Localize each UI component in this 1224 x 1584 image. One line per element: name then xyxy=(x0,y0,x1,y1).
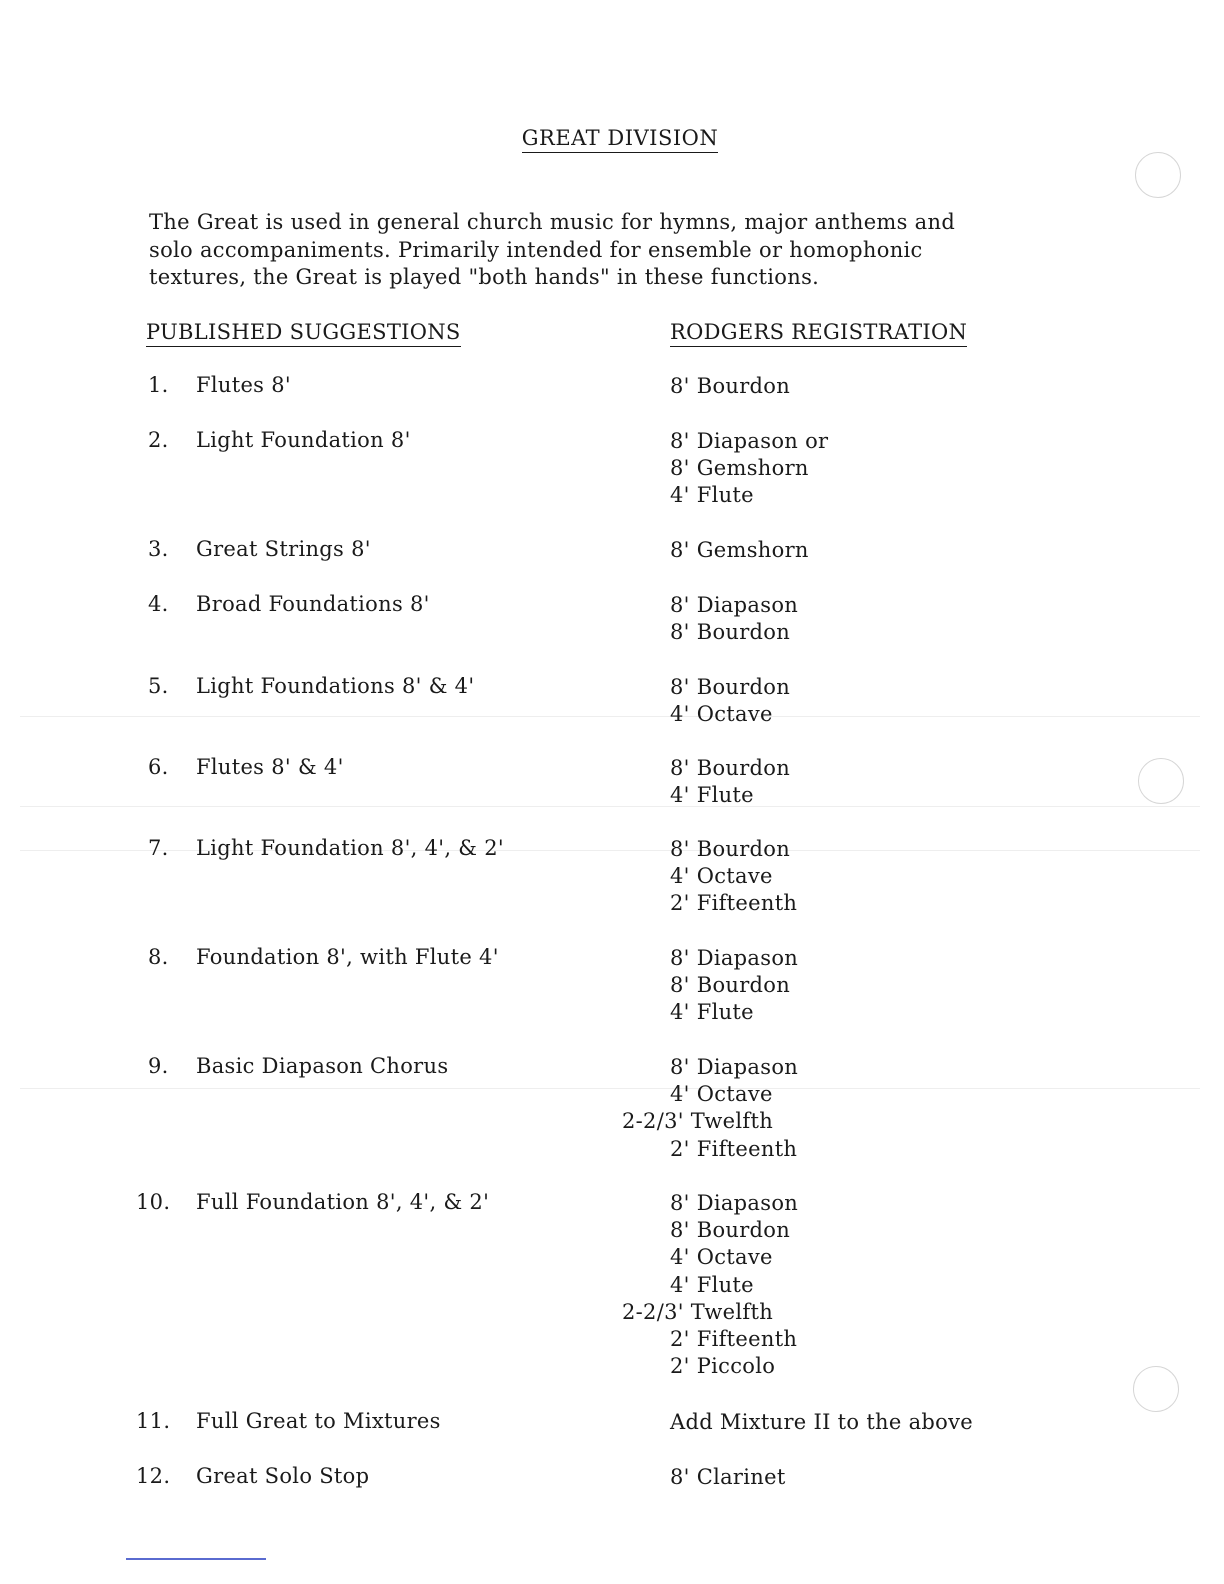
suggestion-text: Light Foundation 8', 4', & 2' xyxy=(196,836,504,860)
item-number: 10. xyxy=(136,1190,171,1214)
suggestion-text: Basic Diapason Chorus xyxy=(196,1054,449,1078)
registration-line: 8' Gemshorn xyxy=(670,538,809,562)
intro-paragraph xyxy=(149,209,979,292)
registration-line: 4' Flute xyxy=(670,1000,754,1025)
registration-line: 8' Bourdon xyxy=(670,620,791,645)
registration-stops xyxy=(670,836,797,918)
binder-hole-middle xyxy=(1138,758,1184,804)
registration-line: 4' Flute xyxy=(670,1272,754,1297)
registration-line: 8' Diapason or xyxy=(670,429,829,453)
registration-stops xyxy=(670,674,790,728)
item-number: 12. xyxy=(136,1464,171,1488)
suggestion-text: Flutes 8' xyxy=(196,373,291,397)
registration-stops xyxy=(670,945,798,1027)
registration-line: 2' Fifteenth xyxy=(670,891,798,916)
page-title: GREAT DIVISION xyxy=(0,126,1224,150)
item-number: 2. xyxy=(148,428,169,452)
intro-line: solo accompaniments. Primarily intended for ensemble or homophonic xyxy=(149,237,923,262)
footer-rule xyxy=(126,1558,266,1560)
registration-stops xyxy=(670,373,790,400)
item-number: 3. xyxy=(148,537,169,561)
registration-line: 4' Octave xyxy=(670,1082,773,1107)
registration-line: 8' Bourdon xyxy=(670,973,791,998)
item-number: 6. xyxy=(148,755,169,779)
binder-hole-bottom xyxy=(1133,1366,1179,1412)
suggestion-text: Foundation 8', with Flute 4' xyxy=(196,945,499,969)
registration-line: 8' Diapason xyxy=(670,593,799,617)
registration-stops xyxy=(670,592,798,646)
registration-line: 8' Diapason xyxy=(670,946,799,970)
suggestion-text: Great Solo Stop xyxy=(196,1464,370,1488)
item-number: 7. xyxy=(148,836,169,860)
suggestion-text: Full Foundation 8', 4', & 2' xyxy=(196,1190,490,1214)
binder-hole-top xyxy=(1135,152,1181,198)
registration-stops xyxy=(670,1409,973,1436)
registration-line: 4' Octave xyxy=(670,702,773,727)
registration-line: 2' Fifteenth xyxy=(670,1327,798,1352)
intro-line: textures, the Great is played "both hands" in these functions. xyxy=(149,265,820,289)
scan-line xyxy=(20,716,1200,717)
registration-line: 8' Bourdon xyxy=(670,675,791,699)
suggestion-text: Great Strings 8' xyxy=(196,537,371,561)
registration-line: 4' Octave xyxy=(670,864,773,889)
scan-line xyxy=(20,806,1200,807)
registration-line: 8' Bourdon xyxy=(670,374,791,398)
registration-line: 8' Diapason xyxy=(670,1055,799,1079)
suggestion-text: Full Great to Mixtures xyxy=(196,1409,441,1433)
registration-line: 2' Fifteenth xyxy=(670,1136,798,1161)
suggestion-text: Flutes 8' & 4' xyxy=(196,755,344,779)
registration-line: 8' Bourdon xyxy=(670,837,791,861)
item-number: 9. xyxy=(148,1054,169,1078)
registration-stops xyxy=(670,428,828,510)
published-suggestions-header: PUBLISHED SUGGESTIONS xyxy=(146,320,461,347)
registration-line: 4' Flute xyxy=(670,483,754,508)
item-number: 8. xyxy=(148,945,169,969)
registration-stops xyxy=(622,1054,799,1163)
item-number: 5. xyxy=(148,674,169,698)
suggestion-text: Broad Foundations 8' xyxy=(196,592,430,616)
registration-line: 8' Gemshorn xyxy=(670,456,809,481)
registration-stops xyxy=(670,1464,786,1491)
item-number: 11. xyxy=(136,1409,171,1433)
item-number: 4. xyxy=(148,592,169,616)
suggestion-text: Light Foundations 8' & 4' xyxy=(196,674,475,698)
rodgers-registration-header: RODGERS REGISTRATION xyxy=(670,320,967,347)
scan-line xyxy=(20,1088,1200,1089)
registration-stops xyxy=(670,755,790,809)
intro-line: The Great is used in general church music for hymns, major anthems and xyxy=(149,210,956,234)
registration-line: 4' Octave xyxy=(670,1245,773,1270)
registration-line: 8' Bourdon xyxy=(670,1218,791,1243)
item-number: 1. xyxy=(148,373,169,397)
registration-stops xyxy=(670,537,809,564)
registration-line: 8' Clarinet xyxy=(670,1465,786,1489)
registration-line: 8' Bourdon xyxy=(670,756,791,780)
registration-line: 2' Piccolo xyxy=(670,1354,776,1379)
registration-line: 2-2/3' Twelfth xyxy=(622,1109,774,1134)
suggestion-text: Light Foundation 8' xyxy=(196,428,411,452)
registration-line: 4' Flute xyxy=(670,783,754,808)
registration-stops xyxy=(622,1190,799,1380)
registration-line: 2-2/3' Twelfth xyxy=(622,1299,774,1324)
registration-line: 8' Diapason xyxy=(670,1191,799,1215)
registration-line: Add Mixture II to the above xyxy=(670,1410,973,1434)
